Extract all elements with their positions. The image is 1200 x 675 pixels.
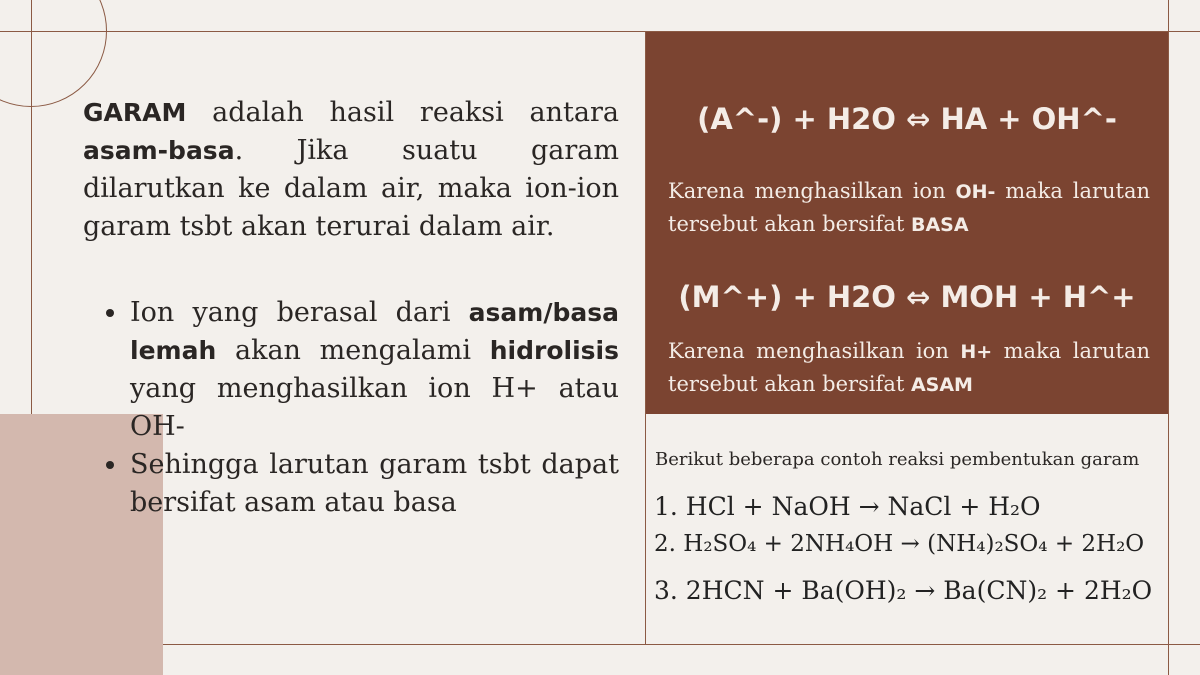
bullet-dot xyxy=(106,309,114,317)
bullet1-text-1: Ion yang berasal dari xyxy=(130,297,469,328)
bullet1-text-3: yang menghasilkan ion H+ atau OH- xyxy=(130,373,619,442)
bullet-item-2 xyxy=(100,446,619,522)
bullet-list xyxy=(100,294,619,522)
bullet1-bold-1: asam/basa lemah xyxy=(130,298,619,365)
reaction-1: 1. HCl + NaOH → NaCl + H₂O xyxy=(654,492,1041,521)
examples-intro: Berikut beberapa contoh reaksi pembentukan garam xyxy=(655,449,1140,470)
reaction-2: 2. H₂SO₄ + 2NH₄OH → (NH₄)₂SO₄ + 2H₂O xyxy=(654,531,1145,557)
desc1-bold-2: BASA xyxy=(910,214,969,236)
desc1-text-1: Karena menghasilkan ion xyxy=(668,179,956,203)
bullet1-text-2: akan mengalami xyxy=(216,335,490,366)
intro-paragraph xyxy=(83,94,619,246)
desc2-bold-2: ASAM xyxy=(910,374,973,396)
desc1-text-2: maka larutan tersebut akan bersifat xyxy=(668,179,1151,236)
desc2-text-2: maka larutan tersebut akan bersifat xyxy=(668,339,1151,396)
desc2-bold-1: H+ xyxy=(960,341,993,363)
bullet-dot xyxy=(106,461,114,469)
description-base xyxy=(668,175,1150,241)
bullet2-text: Sehingga larutan garam tsbt dapat bersifat asam atau basa xyxy=(130,449,619,518)
description-acid xyxy=(668,335,1150,401)
equation-cation: (M^+) + H2O ⇔ MOH + H^+ xyxy=(678,280,1136,314)
bullet-item-1 xyxy=(100,294,619,446)
term-garam: GARAM xyxy=(83,98,187,127)
reaction-3: 3. 2HCN + Ba(OH)₂ → Ba(CN)₂ + 2H₂O xyxy=(654,576,1153,605)
desc1-bold-1: OH- xyxy=(955,181,996,203)
bullet1-bold-2: hidrolisis xyxy=(489,336,619,365)
term-asam-basa: asam-basa xyxy=(83,136,235,165)
para-text-1: adalah hasil reaksi antara xyxy=(186,97,619,128)
para-text-2: . Jika suatu garam dilarutkan ke dalam air, maka ion-ion garam tsbt akan terurai dalam air. xyxy=(83,135,619,242)
desc2-text-1: Karena menghasilkan ion xyxy=(668,339,961,363)
equation-anion: (A^-) + H2O ⇔ HA + OH^- xyxy=(697,102,1117,136)
bottom-divider-line xyxy=(0,644,1200,645)
right-vertical-line xyxy=(1168,0,1169,675)
decorative-circle xyxy=(0,0,107,107)
hydrolysis-panel xyxy=(646,32,1168,414)
